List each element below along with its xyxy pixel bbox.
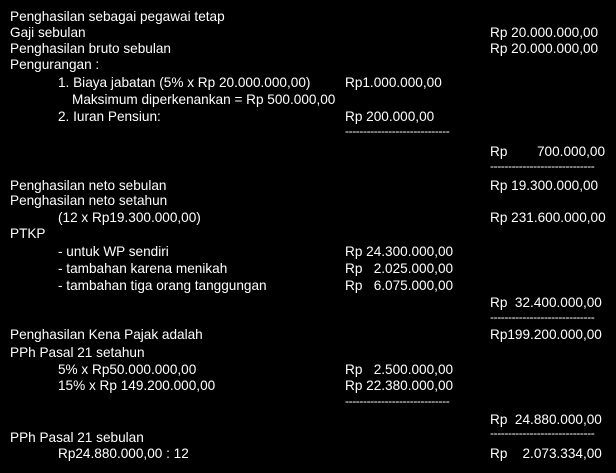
- ptkp-item-label: - tambahan tiga orang tanggungan: [58, 278, 267, 293]
- pph-tarif-value: Rp 2.500.000,00: [345, 362, 454, 377]
- pph-bulan-value: Rp 2.073.334,00: [490, 446, 602, 461]
- pkp-value: Rp199.200.000,00: [490, 327, 602, 342]
- pph-tahun-label: PPh Pasal 21 setahun: [10, 345, 145, 360]
- pph-tarif-label: 5% x Rp50.000.000,00: [58, 362, 197, 377]
- neto-tahun-value: Rp 231.600.000,00: [490, 210, 606, 225]
- separator-pph: -----------------------------: [345, 394, 450, 408]
- maksimum-label: Maksimum diperkenankan = Rp 500.000,00: [72, 92, 336, 107]
- biaya-jabatan-value: Rp1.000.000,00: [345, 75, 442, 90]
- pph-bulan-calc: Rp24.880.000,00 : 12: [58, 446, 189, 461]
- neto-tahun-calc: (12 x Rp19.300.000,00): [58, 210, 201, 225]
- pph-tarif-value: Rp 22.380.000,00: [345, 378, 454, 393]
- neto-tahun-label: Penghasilan neto setahun: [10, 193, 168, 208]
- bruto-label: Penghasilan bruto sebulan: [10, 41, 171, 56]
- iuran-value: Rp 200.000,00: [345, 109, 435, 124]
- ptkp-item-value: Rp 24.300.000,00: [345, 244, 454, 259]
- gaji-value: Rp 20.000.000,00: [490, 25, 599, 40]
- ptkp-item-label: - untuk WP sendiri: [58, 244, 169, 259]
- separator-iuran: -----------------------------: [345, 124, 450, 138]
- pph-tarif-label: 15% x Rp 149.200.000,00: [58, 378, 216, 393]
- ptkp-item-value: Rp 2.025.000,00: [345, 261, 454, 276]
- document-title: Penghasilan sebagai pegawai tetap: [10, 9, 225, 24]
- pkp-label: Penghasilan Kena Pajak adalah: [10, 327, 203, 342]
- separator-ptkp: -----------------------------: [490, 310, 595, 324]
- pengurangan-total-amount: 700.000,00: [537, 144, 606, 159]
- pph-bulan-label: PPh Pasal 21 sebulan: [10, 430, 144, 445]
- ptkp-total: Rp 32.400.000,00: [490, 295, 602, 310]
- pengurangan-label: Pengurangan :: [10, 57, 100, 72]
- separator-pengurangan: -----------------------------: [490, 159, 595, 173]
- pph-tahun-total: Rp 24.880.000,00: [490, 412, 602, 427]
- separator-pph-total: -----------------------------: [490, 426, 595, 440]
- iuran-label: 2. Iuran Pensiun:: [58, 109, 161, 124]
- pengurangan-total-prefix: Rp: [490, 144, 508, 159]
- ptkp-label: PTKP: [10, 226, 46, 241]
- biaya-jabatan-label: 1. Biaya jabatan (5% x Rp 20.000.000,00): [58, 75, 311, 90]
- gaji-label: Gaji sebulan: [10, 25, 86, 40]
- ptkp-item-label: - tambahan karena menikah: [58, 261, 228, 276]
- bruto-value: Rp 20.000.000,00: [490, 41, 599, 56]
- neto-bulan-label: Penghasilan neto sebulan: [10, 178, 167, 193]
- neto-bulan-value: Rp 19.300.000,00: [490, 178, 599, 193]
- ptkp-item-value: Rp 6.075.000,00: [345, 278, 454, 293]
